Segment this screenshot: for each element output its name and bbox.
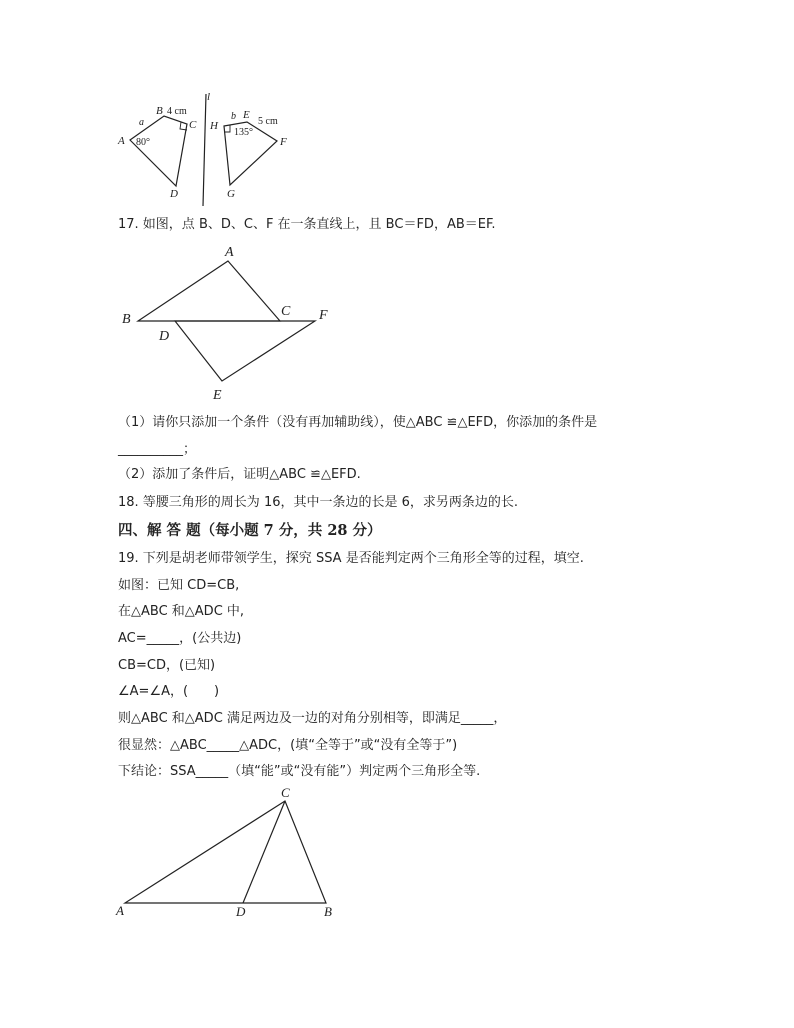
triangle-abc [125,801,326,903]
q19-given: 如图：已知 CD=CB, [118,578,240,593]
q19-figure [110,782,350,922]
q17-part1-blank: __________； [118,442,197,457]
vertex-label-c: C [281,304,291,319]
q19-cb: CB=CD，(已知) [118,658,216,673]
vertex-label-c: C [281,785,290,800]
q18-stem: 18. 等腰三角形的周长为 16，其中一条边的长是 6，求另两条边的长. [118,495,519,510]
vertex-label-a: A [225,245,234,260]
line-label-l: l [207,91,211,103]
vertex-label-h: H [210,120,218,132]
side-label-a: a [139,117,144,128]
vertex-label-g: G [227,188,235,200]
vertex-label-b: B [156,105,163,117]
vertex-label-d: D [159,329,170,344]
vertex-label-d: D [236,904,246,919]
q19-ac: AC=_____，(公共边) [118,631,242,646]
section-heading: 四、解 答 题（每小题 7 分，共 28 分） [118,522,382,539]
vertex-label-f: F [319,308,328,323]
quadrilaterals-figure [110,84,310,214]
side-label-b: b [231,111,236,122]
vertex-label-e: E [213,388,222,403]
length-label-ef: 5 cm [258,116,278,127]
length-label-bc: 4 cm [167,106,187,117]
angle-label-e: 135° [234,127,253,138]
q19-obviously: 很显然：△ABC_____△ADC，(填“全等于”或“没有全等于”) [118,738,458,753]
vertex-label-a: A [118,135,125,147]
vertex-label-d: D [170,188,178,200]
vertex-label-b: B [324,904,332,919]
q17-part2: （2）添加了条件后，证明△ABC ≌△EFD. [118,467,361,482]
angle-label-a: 80° [136,137,150,148]
q19-condition: 则△ABC 和△ADC 满足两边及一边的对角分别相等，即满足_____， [118,711,507,726]
q19-stem: 19. 下列是胡老师带领学生，探究 SSA 是否能判定两个三角形全等的过程，填空. [118,551,584,566]
vertex-label-f: F [280,136,287,148]
vertex-label-a: A [116,903,124,918]
symmetry-line-l [203,94,206,206]
q17-stem: 17. 如图，点 B、D、C、F 在一条直线上，且 BC＝FD，AB＝EF. [118,217,496,232]
q17-figure [115,240,345,405]
vertex-label-c: C [189,119,197,131]
q19-angle: ∠A=∠A，( ) [118,684,220,699]
triangle-abc [138,261,280,321]
q19-conclusion: 下结论：SSA_____（填“能”或“没有能”）判定两个三角形全等. [118,764,481,779]
vertex-label-b: B [122,312,131,327]
q19-in-triangles: 在△ABC 和△ADC 中, [118,604,245,619]
segment-cd [243,801,285,903]
vertex-label-e: E [243,109,250,121]
triangle-edf [175,321,315,381]
q17-part1: （1）请你只添加一个条件（没有再加辅助线），使△ABC ≌△EFD，你添加的条件是 [118,415,598,430]
